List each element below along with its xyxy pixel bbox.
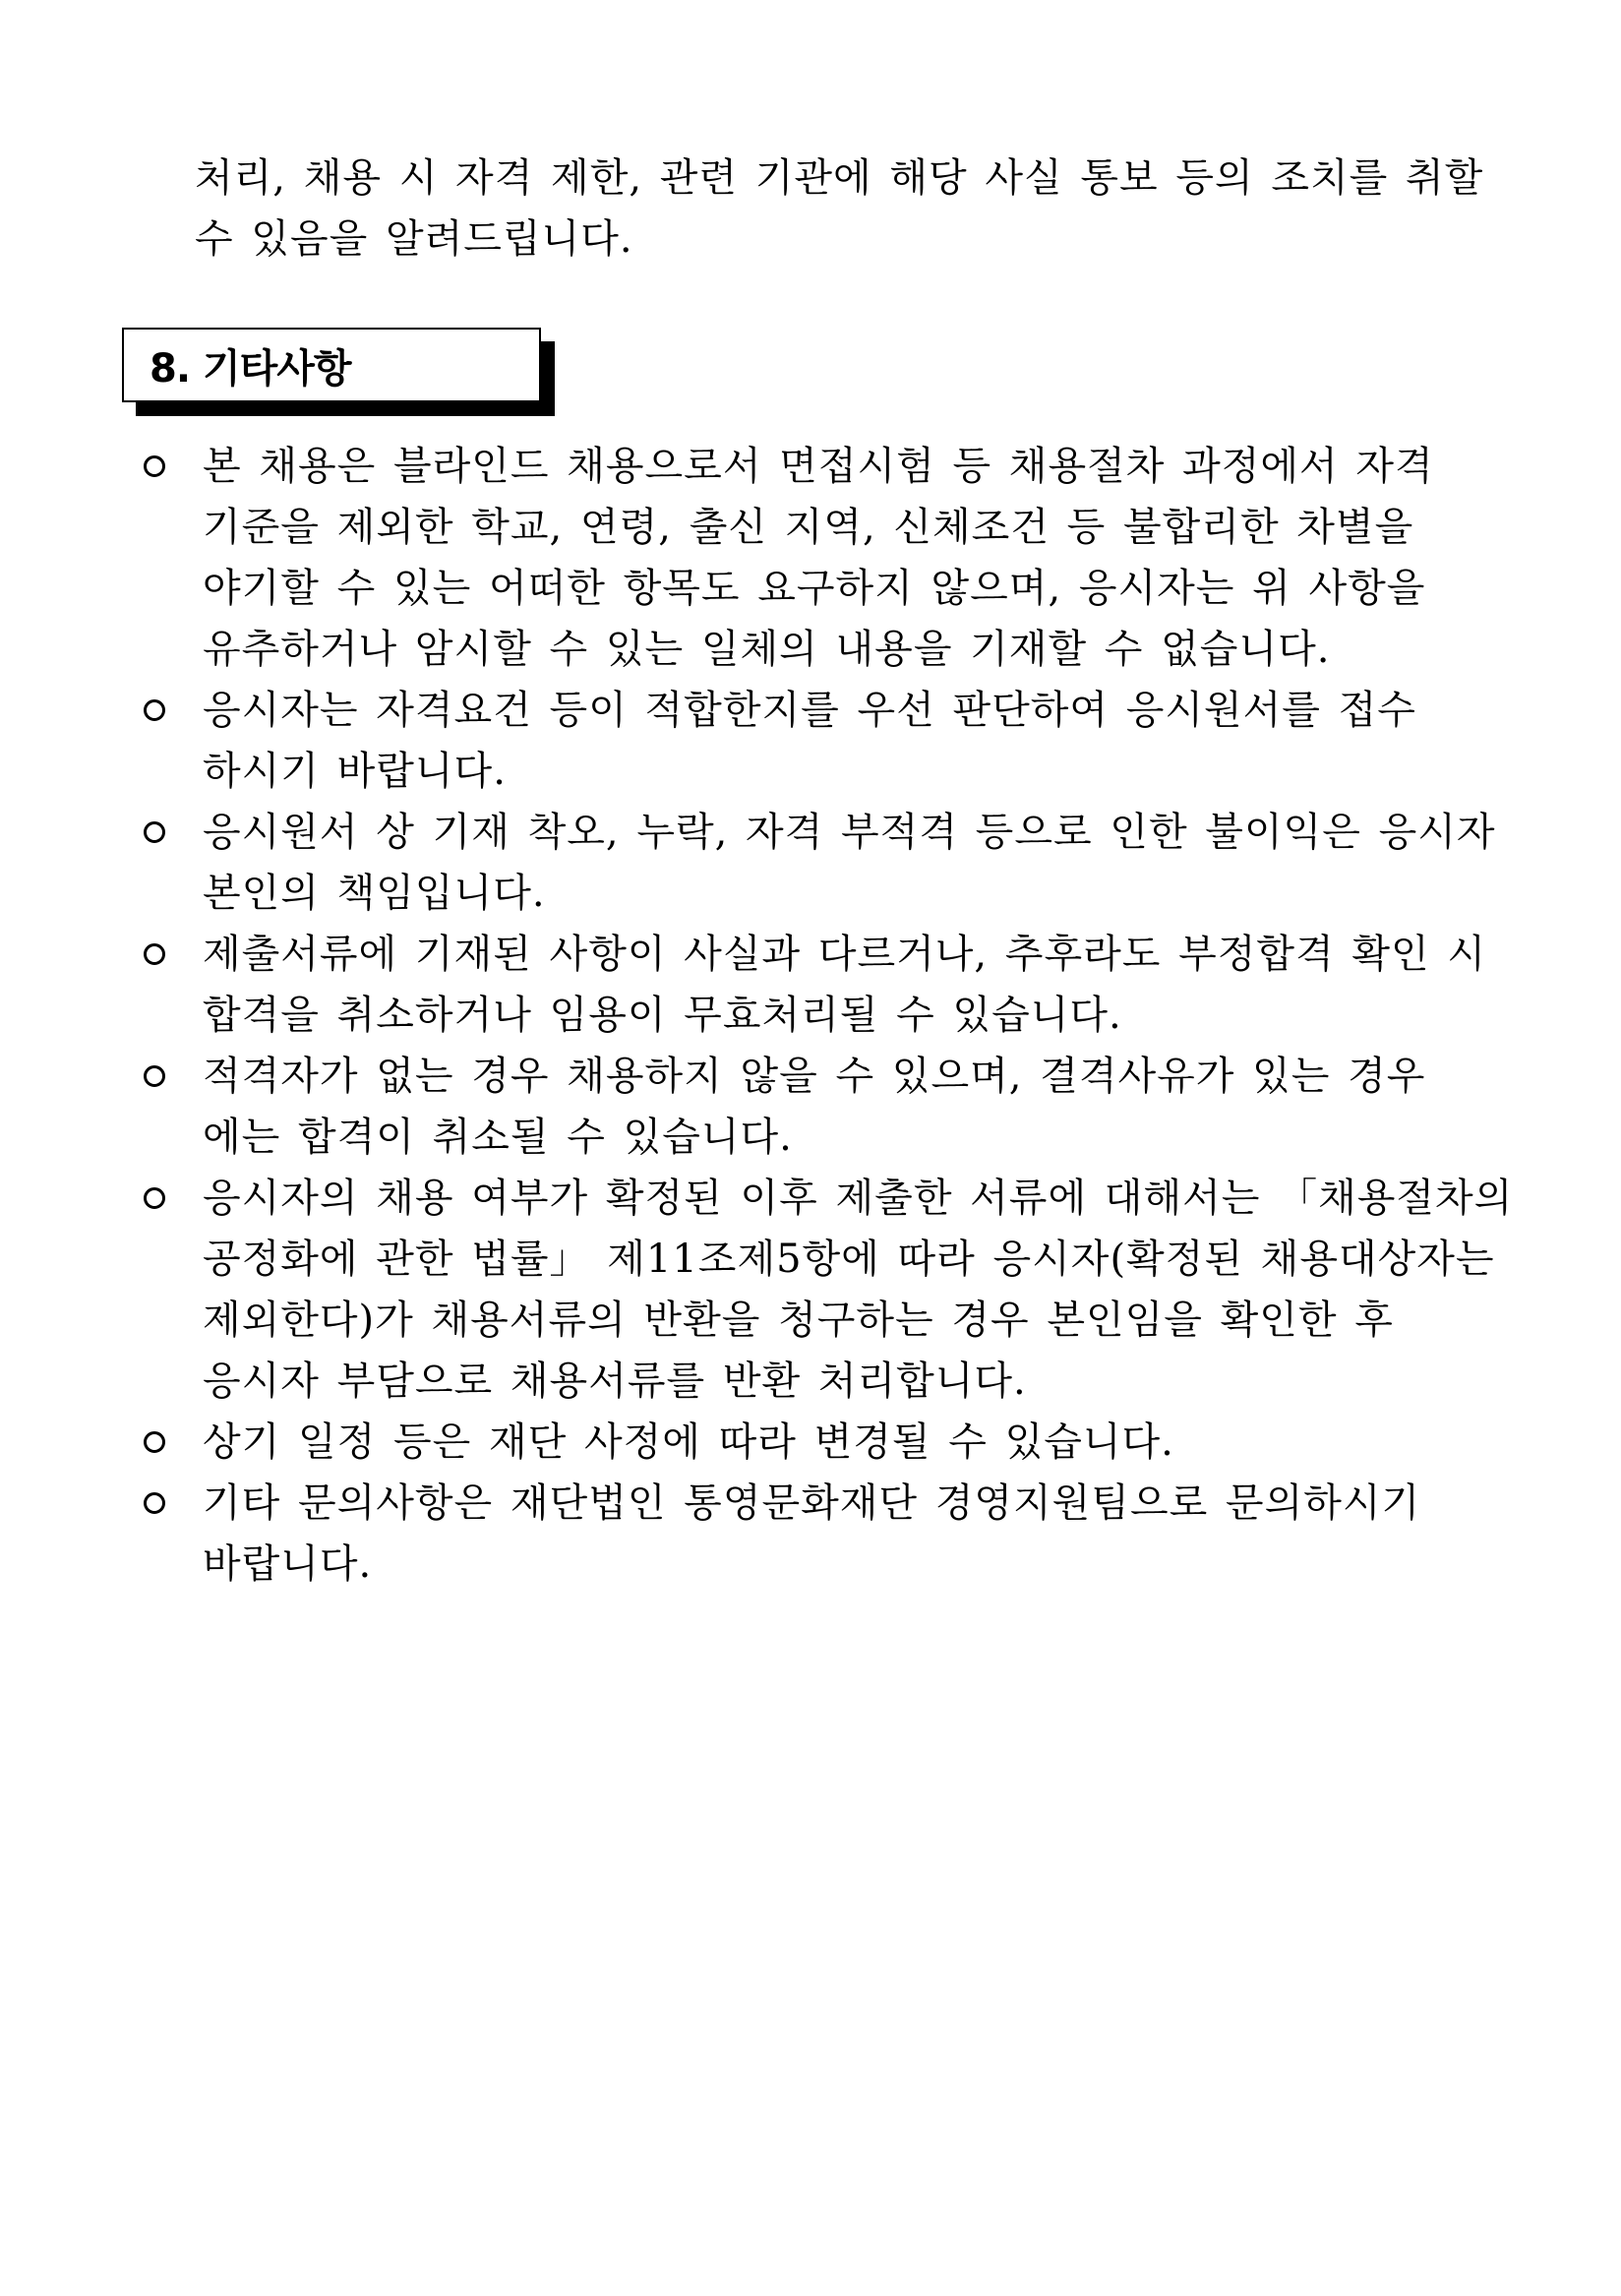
section-heading-box — [122, 328, 541, 402]
list-item — [138, 802, 1496, 924]
list-item-line: 제외한다)가 채용서류의 반환을 청구하는 경우 본인임을 확인한 후 — [203, 1298, 1394, 1343]
circle-bullet-icon — [144, 455, 165, 477]
list-item-line: 유추하거나 암시할 수 있는 일체의 내용을 기재할 수 없습니다. — [203, 627, 1331, 672]
list-item-line: 바랍니다. — [203, 1541, 373, 1587]
list-item-line: 하시기 바랍니다. — [203, 749, 507, 794]
intro-paragraph — [195, 148, 1484, 270]
circle-bullet-icon — [144, 1431, 165, 1453]
intro-line: 처리, 채용 시 자격 제한, 관련 기관에 해당 사실 통보 등의 조치를 취할 — [195, 155, 1484, 201]
list-item-line: 공정화에 관한 법률」 제11조제5항에 따라 응시자(확정된 채용대상자는 — [203, 1237, 1495, 1282]
notice-list — [138, 436, 1514, 1595]
list-item-line: 제출서류에 기재된 사항이 사실과 다르거나, 추후라도 부정합격 확인 시 — [203, 932, 1486, 977]
list-item — [138, 680, 1446, 802]
list-item — [138, 1412, 1446, 1473]
list-item-line: 응시자의 채용 여부가 확정된 이후 제출한 서류에 대해서는 「채용절차의 — [203, 1176, 1514, 1221]
list-item-line: 합격을 취소하거나 임용이 무효처리될 수 있습니다. — [203, 993, 1122, 1038]
circle-bullet-icon — [144, 1065, 165, 1087]
list-item-line: 상기 일정 등은 재단 사정에 따라 변경될 수 있습니다. — [203, 1420, 1174, 1465]
list-item — [138, 1046, 1446, 1168]
list-item — [138, 1168, 1514, 1412]
circle-bullet-icon — [144, 699, 165, 721]
list-item-line: 야기할 수 있는 어떠한 항목도 요구하지 않으며, 응시자는 위 사항을 — [203, 566, 1426, 611]
list-item — [138, 1473, 1446, 1595]
circle-bullet-icon — [144, 821, 165, 843]
list-item-line: 본인의 책임입니다. — [203, 871, 546, 916]
list-item-line: 본 채용은 블라인드 채용으로서 면접시험 등 채용절차 과정에서 자격 — [203, 444, 1434, 489]
list-item-line: 응시자 부담으로 채용서류를 반환 처리합니다. — [203, 1359, 1027, 1404]
section-heading-frame — [122, 328, 541, 402]
circle-bullet-icon — [144, 943, 165, 965]
circle-bullet-icon — [144, 1187, 165, 1209]
list-item-line: 기준을 제외한 학교, 연령, 출신 지역, 신체조건 등 불합리한 차별을 — [203, 505, 1414, 550]
section-title: 8. 기타사항 — [150, 345, 351, 392]
list-item-line: 응시자는 자격요건 등이 적합한지를 우선 판단하여 응시원서를 접수 — [203, 688, 1416, 733]
list-item-line: 적격자가 없는 경우 채용하지 않을 수 있으며, 결격사유가 있는 경우 — [203, 1054, 1426, 1099]
list-item-line: 에는 합격이 취소될 수 있습니다. — [203, 1115, 793, 1160]
list-item — [138, 436, 1446, 680]
list-item — [138, 924, 1486, 1046]
circle-bullet-icon — [144, 1492, 165, 1514]
intro-line: 수 있음을 알려드립니다. — [195, 216, 633, 262]
list-item-line: 응시원서 상 기재 착오, 누락, 자격 부적격 등으로 인한 불이익은 응시자 — [203, 810, 1496, 855]
list-item-line: 기타 문의사항은 재단법인 통영문화재단 경영지원팀으로 문의하시기 — [203, 1480, 1421, 1526]
